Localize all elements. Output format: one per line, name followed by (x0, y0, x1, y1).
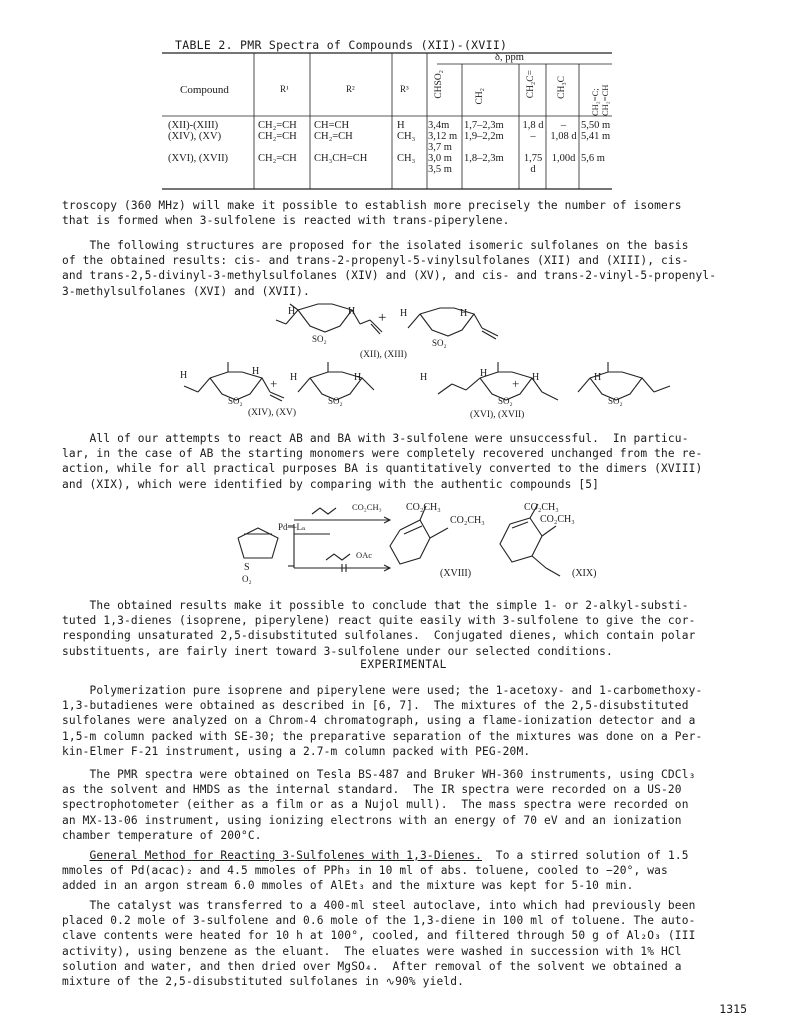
paragraph-7 (62, 848, 754, 894)
co2ch3-label: CO₂CH₃ (406, 502, 441, 513)
page-number: 1315 (719, 1002, 747, 1016)
table-cell: CH₃ (397, 131, 416, 142)
scheme-label-xvi: (XVI), (XVII) (470, 410, 525, 420)
table-cell: CH=CH (314, 120, 350, 131)
reagent-acetoxy: OAc (356, 550, 373, 560)
table-cell (547, 142, 580, 153)
catalyst-label: Pd—Lₙ (278, 522, 306, 532)
table-cell: 1,8–2,3m (464, 153, 504, 164)
table-cell: 1,9–2,2m (464, 131, 504, 142)
table-col-ch2c (520, 120, 546, 175)
table-cell (397, 142, 415, 153)
method-title: General Method for Reacting 3-Sulfolenes with 1,3-Dienes. (89, 849, 483, 862)
h-label: H (288, 306, 296, 317)
table-cell (314, 142, 367, 153)
paragraph-1: troscopy (360 MHz) will make it possible to establish more precisely the number of isomers that is formed when 3-sulfolene is reacted with trans-piperylene. (62, 199, 682, 228)
so2-label: SO₂ (228, 396, 243, 406)
table-cell: CH₂=CH (258, 131, 297, 142)
o2-label: O₂ (242, 574, 252, 584)
table-cell: 1,7–2,3m (464, 120, 504, 131)
co2ch3-label: CO₂CH₃ (524, 502, 559, 513)
table-cell: 1,00d (551, 153, 576, 164)
h-label: H (348, 306, 356, 317)
table-col-ch2 (464, 120, 504, 164)
table-caption: TABLE 2. PMR Spectra of Compounds (XII)-(XVII) (175, 38, 508, 52)
h-label: H (180, 370, 188, 381)
table-col-vinyl (581, 120, 610, 164)
table-cell: 5,41 m (581, 131, 611, 142)
h-label: H (290, 372, 298, 383)
table-cell: (XII)-(XIII) (168, 120, 219, 131)
table-col-ch3c (547, 120, 580, 164)
table-cell: (XIV), (XV) (168, 131, 222, 142)
table-cell: 3,5 m (428, 164, 452, 175)
so2-label: SO₂ (608, 396, 623, 406)
table-cell (258, 142, 297, 153)
table-cell: – (560, 120, 567, 131)
table-cell: 5,6 m (581, 153, 605, 164)
scheme-label-xii: (XII), (XIII) (360, 350, 407, 360)
table-cell: 3,4m (428, 120, 450, 131)
co2ch3-label: CO₂CH₃ (450, 515, 485, 526)
plus-sign: + (270, 376, 278, 391)
header-r1: R¹ (280, 84, 289, 94)
paragraph-6: The PMR spectra were obtained on Tesla BS-487 and Bruker WH-360 instruments, using CDCl₃ as the solvent and HMDS as the internal standard. The IR spectra were recorded on a US-20 spectrophotometer (either as a film or as a Nujol mull). The mass spectra were recorded on an MX-13-06 instrument, using ionizing electrons with an energy of 70 eV and an ionization chamber temperature of 200°C. (62, 768, 696, 842)
scheme-label-xix: (XIX) (572, 568, 597, 579)
header-ch2c: CH₂C= (526, 70, 536, 99)
table-cell: CH₂=CH (258, 120, 297, 131)
table-cell: – (530, 131, 536, 142)
table-cell: 3,12 m (428, 131, 458, 142)
table-cell: CH₃ (397, 153, 416, 164)
reagent-carbomethoxy: CO₂CH₃ (352, 502, 382, 512)
table-cell (168, 142, 228, 153)
header-r3: R³ (400, 84, 409, 94)
plus-sign: + (512, 376, 520, 391)
co2ch3-label: CO₂CH₃ (540, 514, 575, 525)
so2-label: SO₂ (328, 396, 343, 406)
table-cell: 3,0 m (428, 153, 452, 164)
table-cell (581, 142, 610, 153)
h-label: H (400, 308, 408, 319)
table-cell (520, 142, 546, 153)
plus-sign: + (378, 310, 387, 326)
table-col-r2 (314, 120, 367, 164)
scheme-label-xiv: (XIV), (XV) (248, 408, 297, 418)
header-r2: R² (346, 84, 355, 94)
paragraph-4: The obtained results make it possible to conclude that the simple 1- or 2-alkyl-substi- tuted 1,3-dienes (isoprene, piperylene) react quite easily with 3-sulfolene to give the cor- responding unsaturated 2,5-disubstituted sulfolanes. Conjugated dienes, which contain polar substituents, are fairly inert toward 3-sulfolene under our selected conditions. (62, 599, 696, 658)
h-label: H (460, 308, 468, 319)
method-text: To a stirred solution of 1.5 mmoles of Pd(acac)₂ and 4.5 mmoles of PPh₃ in 10 ml of abs. toluene, cooled to −20°, was added in an argon stream 6.0 mmoles of AlEt₃ and the mixture was kept for 5-10 min. (62, 849, 689, 893)
header-ch2: CH₂ (475, 88, 485, 105)
paragraph-2: The following structures are proposed for the isolated isomeric sulfolanes on the basis of the obtained results: cis- and trans-2-propenyl-5-vinylsulfolanes (XII) and (XIII), cis- and trans-2,5-divinyl-3-methylsulfolanes (XIV) and (XV), and cis- and trans-2-vinyl-5-propenyl- 3-methylsulfolanes (XVI) and (XVII). (62, 239, 717, 298)
table-col-r3 (397, 120, 415, 164)
h-label: H (594, 372, 602, 383)
h-label: H (252, 366, 260, 377)
h-label: H (354, 372, 362, 383)
so2-label: SO₂ (432, 338, 447, 348)
paragraph-8: The catalyst was transferred to a 400-ml steel autoclave, into which had previously been placed 0.2 mole of 3-sulfolene and 0.6 mole of the 1,3-diene in 100 ml of toluene. The auto- clave contents were heated for 10 h at 100°, cooled, and filtered through 50 g of Al₂O₃ (III activity), using benzene as the eluant. The eluates were washed in succession with 1% HCl solution and water, and then dried over MgSO₄. After removal of the solvent we obtained a mixture of the 2,5-disubstituted sulfolanes in ∿90% yield. (62, 899, 696, 989)
table-cell: CH₂=CH (258, 153, 297, 164)
table-col-chso2 (428, 120, 457, 175)
so2-label: SO₂ (312, 334, 327, 344)
h-label: H (532, 372, 540, 383)
so2-label: SO₂ (498, 396, 513, 406)
table-cell: 1,08 d (550, 131, 577, 142)
table-cell: (XVI), (XVII) (168, 153, 229, 164)
paragraph-3: All of our attempts to react AB and BA with 3-sulfolene were unsuccessful. In particu- lar, in the case of AB the starting monomers were completely recovered unchanged from the re- action, while for all practical purposes BA is quantitatively converted to the dimers (XVIII) and (XIX), which were identified by comparing with the authentic compounds [5] (62, 432, 703, 491)
h-label: H (420, 372, 428, 383)
table-cell (464, 142, 504, 153)
sulfur-label: S (244, 562, 250, 573)
paragraph-5: Polymerization pure isoprene and piperylene were used; the 1-acetoxy- and 1-carbomethoxy- 1,3-butadienes were obtained as described in [6, 7]. The mixtures of the 2,5-disubstituted sulfolanes were analyzed on a Chrom-4 chromatograph, using a flame-ionization detector and a 1,5-m column packed with SE-30; the preparative separation of the mixtures was done on a Per- kin-Elmer F-21 instrument, using a 2.7-m column packed with PEG-20M. (62, 684, 703, 758)
h-label: H (480, 368, 488, 379)
table-cell: CH₃CH=CH (314, 153, 368, 164)
header-vinyl: CH₂=C; CH₂=CH (590, 84, 610, 116)
header-compound: Compound (180, 84, 229, 96)
header-delta: δ, ppm (495, 52, 524, 63)
scheme-label-xviii: (XVIII) (440, 568, 472, 579)
section-heading: EXPERIMENTAL (360, 658, 447, 671)
header-ch3c: CH₃C (557, 76, 567, 99)
table-cell: H (397, 120, 405, 131)
header-chso2: CHSO₂ (434, 70, 444, 99)
table-cell: 1,75 d (523, 153, 543, 175)
table-cell: 5,50 m (581, 120, 611, 131)
table-cell: 1,8 d (522, 120, 544, 131)
table-cell: CH₂=CH (314, 131, 353, 142)
table-col-compound (168, 120, 228, 164)
table-col-r1 (258, 120, 297, 164)
table-cell: 3,7 m (428, 142, 452, 153)
